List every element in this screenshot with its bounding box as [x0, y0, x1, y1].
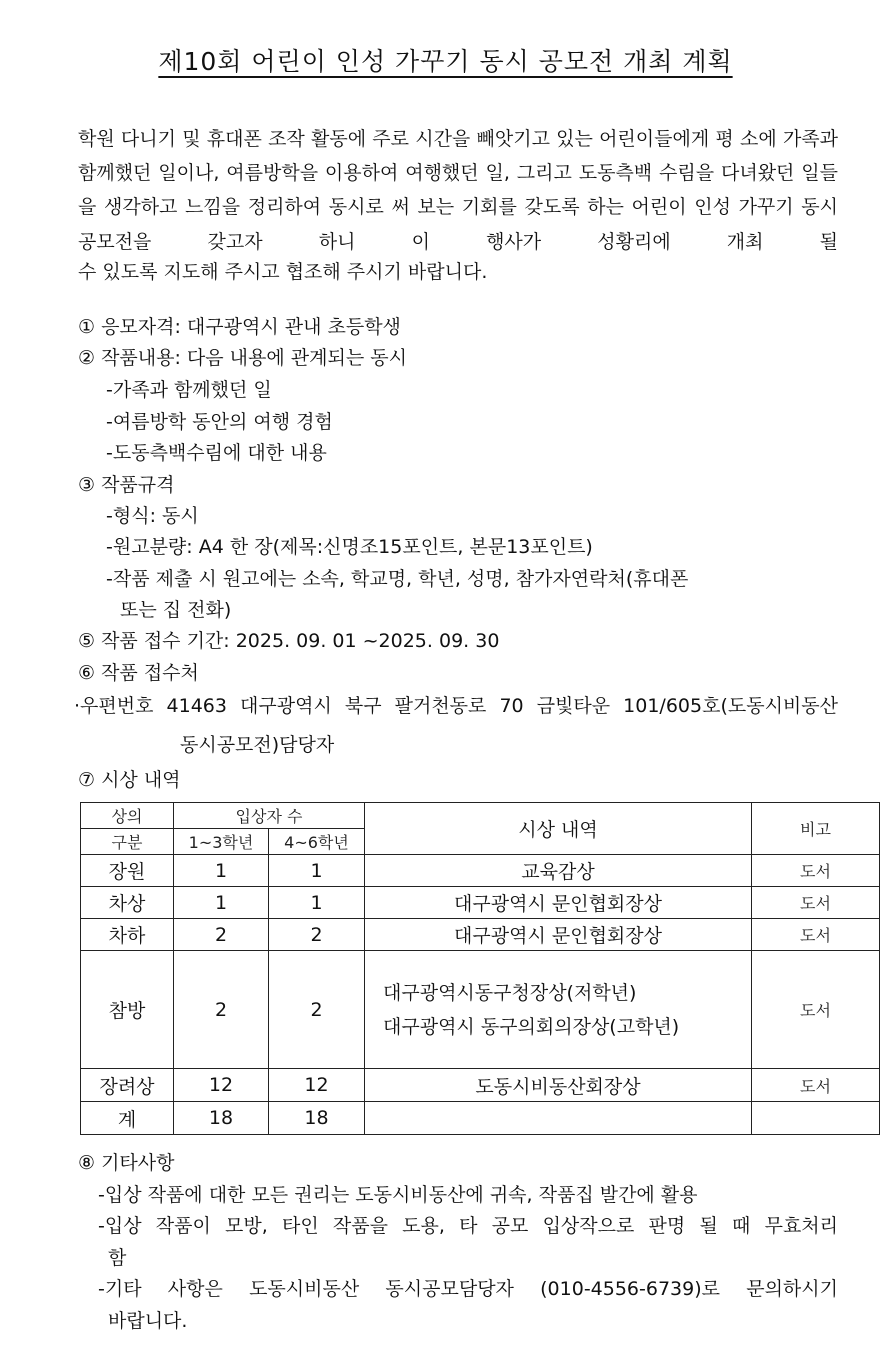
intro-paragraph	[78, 122, 838, 259]
rank-cell: 차하	[81, 919, 174, 951]
grade13-cell: 2	[174, 951, 269, 1069]
award-table	[80, 802, 880, 1135]
rules-item: ③ 작품규격	[78, 474, 175, 496]
intro-line: 하는 어린이 인성 가꾸기 동시 공모전을 갖고자 하니 이 행사가 성황리에 개최 될	[78, 196, 838, 253]
table-row	[81, 951, 880, 1069]
rank-cell: 계	[81, 1102, 174, 1135]
grade46-cell: 2	[269, 919, 365, 951]
header-note: 비고	[752, 803, 880, 855]
rules-sub-item: -형식: 동시	[106, 505, 199, 527]
rank-cell: 장원	[81, 855, 174, 887]
note-cell: 도서	[752, 919, 880, 951]
prize-cell	[365, 1102, 752, 1135]
grade46-cell: 2	[269, 951, 365, 1069]
etc-line: -입상 작품이 모방, 타인 작품을 도용, 타 공모 입상작으로 판명 될 때 무효처리	[98, 1215, 838, 1237]
grade13-cell: 18	[174, 1102, 269, 1135]
etc-line: 함	[108, 1247, 127, 1269]
table-row	[81, 1069, 880, 1102]
prize-line: 대구광역시동구청장상(저학년)	[383, 981, 637, 1004]
grade13-cell: 2	[174, 919, 269, 951]
period-item: ⑤ 작품 접수 기간: 2025. 09. 01 ~2025. 09. 30	[78, 630, 500, 652]
etc-line: -기타 사항은 도동시비동산 동시공모담당자 (010-4556-6739)로 문의하시기	[98, 1278, 838, 1300]
intro-line: 수림을 다녀왔던 일들을 생각하고 느낌을 정리하여 동시로 써 보는 기회를 갖도록	[78, 162, 838, 219]
note-cell	[752, 1102, 880, 1135]
header-prize: 시상 내역	[365, 803, 752, 855]
table-row	[81, 919, 880, 951]
etc-heading: ⑧ 기타사항	[78, 1152, 175, 1174]
rank-cell: 참방	[81, 951, 174, 1069]
header-rank: 상의	[81, 803, 174, 829]
prize-cell: 대구광역시 문인협회장상	[365, 919, 752, 951]
rules-sub-item: -작품 제출 시 원고에는 소속, 학교명, 학년, 성명, 참가자연락처(휴대폰	[106, 568, 689, 590]
content-sub-item: -여름방학 동안의 여행 경험	[106, 411, 333, 433]
etc-line: 바랍니다.	[108, 1310, 188, 1332]
grade13-cell: 1	[174, 855, 269, 887]
address-line: 동시공모전)담당자	[180, 734, 335, 756]
rules-sub-item: -원고분량: A4 한 장(제목:신명조15포인트, 본문13포인트)	[106, 536, 593, 558]
eligibility-item: ① 응모자격: 대구광역시 관내 초등학생	[78, 316, 401, 338]
grade46-cell: 18	[269, 1102, 365, 1135]
header-winners: 입상자 수	[174, 803, 365, 829]
document-title: 제10회 어린이 인성 가꾸기 동시 공모전 개최 계획	[158, 47, 733, 76]
note-cell: 도서	[752, 855, 880, 887]
rank-cell: 차상	[81, 887, 174, 919]
note-cell: 도서	[752, 951, 880, 1069]
prize-cell: 교육감상	[365, 855, 752, 887]
intro-line: 학원 다니기 및 휴대폰 조작 활동에 주로 시간을 빼앗기고 있는 어린이들에게 평	[78, 128, 734, 150]
grade13-cell: 1	[174, 887, 269, 919]
intro-last-line: 수 있도록 지도해 주시고 협조해 주시기 바랍니다.	[78, 261, 488, 283]
header-rank-sub: 구분	[81, 829, 174, 855]
content-sub-item: -도동측백수림에 대한 내용	[106, 442, 327, 464]
place-item: ⑥ 작품 접수처	[78, 662, 199, 684]
prize-cell: 대구광역시 문인협회장상	[365, 887, 752, 919]
rules-sub-item: 또는 집 전화)	[120, 599, 232, 621]
rank-cell: 장려상	[81, 1069, 174, 1102]
header-grade-4-6: 4~6학년	[269, 829, 365, 855]
header-grade-1-3: 1~3학년	[174, 829, 269, 855]
prize-cell	[365, 951, 752, 1069]
table-row	[81, 887, 880, 919]
grade46-cell: 1	[269, 887, 365, 919]
etc-line: -입상 작품에 대한 모든 권리는 도동시비동산에 귀속, 작품집 발간에 활용	[98, 1184, 698, 1206]
prize-cell: 도동시비동산회장상	[365, 1069, 752, 1102]
grade46-cell: 12	[269, 1069, 365, 1102]
grade13-cell: 12	[174, 1069, 269, 1102]
prize-line: 대구광역시 동구의회의장상(고학년)	[383, 1015, 680, 1038]
content-item: ② 작품내용: 다음 내용에 관계되는 동시	[78, 347, 407, 369]
awards-item: ⑦ 시상 내역	[78, 769, 181, 791]
intro-line: 소에 가족과 함께했던 일이나, 여름방학을 이용하여 여행했던 일, 그리고 도동측백	[78, 128, 839, 185]
table-row	[81, 855, 880, 887]
content-sub-item: -가족과 함께했던 일	[106, 379, 272, 401]
note-cell: 도서	[752, 887, 880, 919]
address-line: ·우편번호 41463 대구광역시 북구 팔거천동로 70 금빛타운 101/605호(도동시비동산	[74, 695, 838, 717]
table-row-total	[81, 1102, 880, 1135]
grade46-cell: 1	[269, 855, 365, 887]
note-cell: 도서	[752, 1069, 880, 1102]
